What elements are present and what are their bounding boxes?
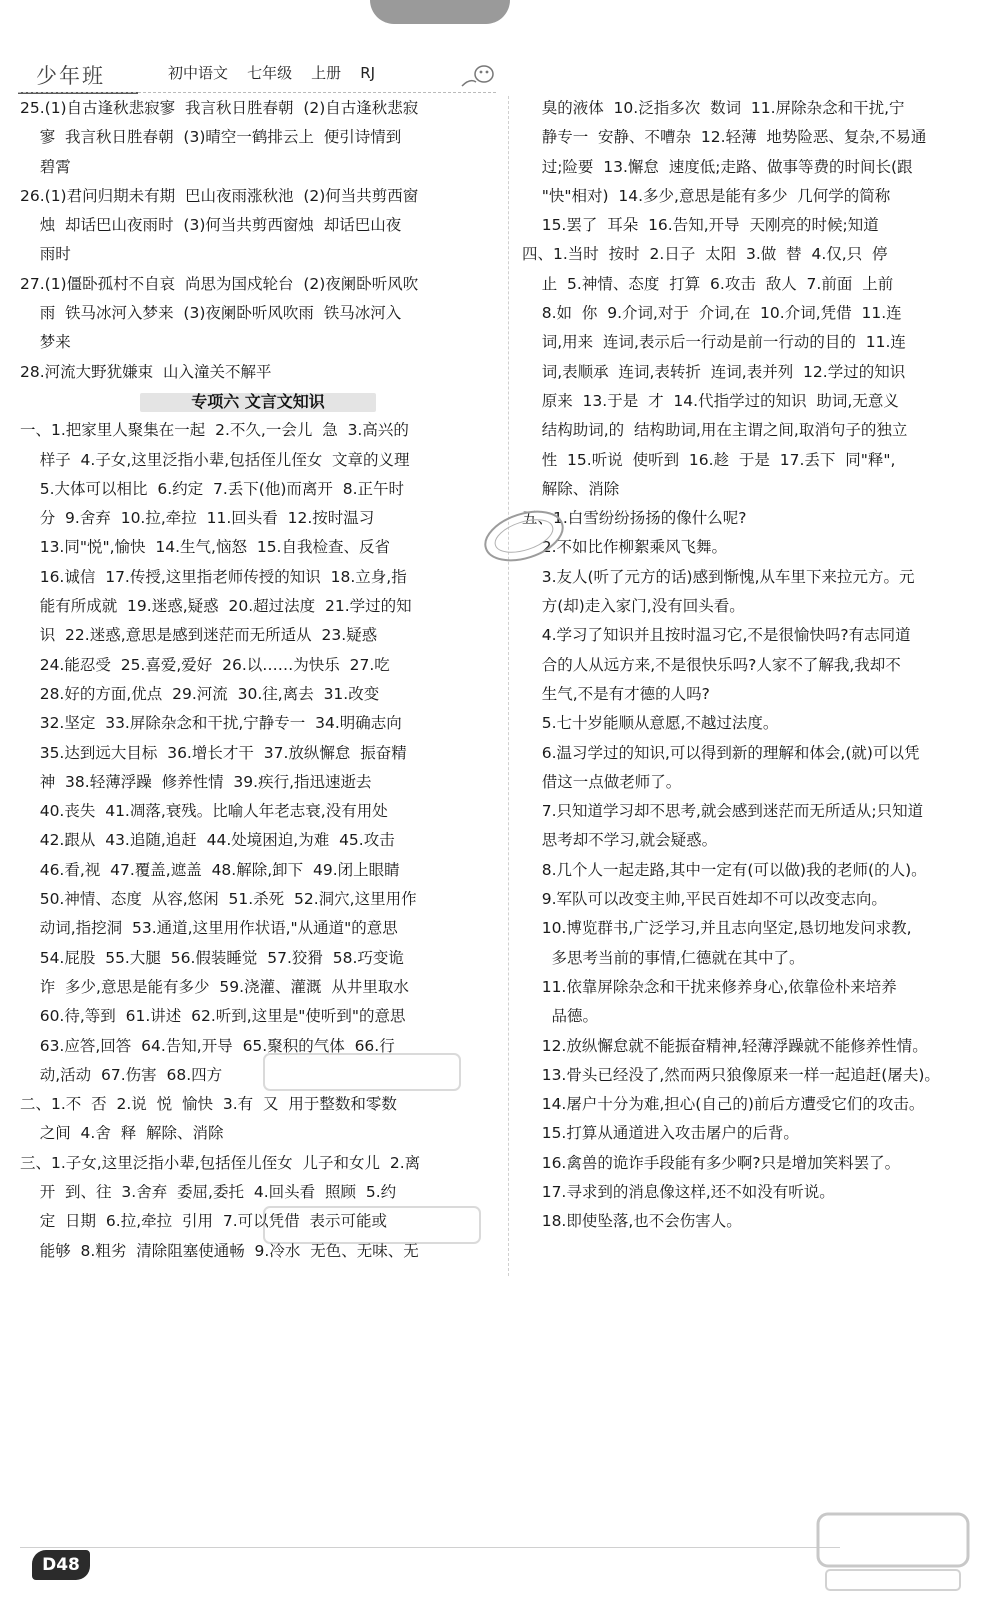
- answer-line: 26.(1)君问归期未有期 巴山夜雨涨秋池 (2)何当共剪西窗: [20, 186, 419, 205]
- answer-line: 性 15.听说 使听到 16.趁 于是 17.丢下 同"释",: [522, 450, 896, 469]
- answer-line: 13.骨头已经没了,然而两只狼像原来一样一起追赶(屠夫)。: [522, 1065, 940, 1084]
- answer-line: 11.依靠屏除杂念和干扰来修养身心,依靠俭朴来培养: [522, 977, 897, 996]
- answer-line: 50.神情、态度 从容,悠闲 51.杀死 52.洞穴,这里用作: [20, 890, 417, 909]
- answer-line: 16.禽兽的诡诈手段能有多少啊?只是增加笑料罢了。: [522, 1153, 901, 1172]
- answer-line: 三、1.子女,这里泛指小辈,包括侄儿侄女 儿子和女儿 2.离: [20, 1153, 421, 1172]
- answer-line: 识 22.迷惑,意思是感到迷茫而无所适从 23.疑惑: [20, 626, 378, 645]
- answer-line: 46.看,视 47.覆盖,遮盖 48.解除,卸下 49.闭上眼睛: [20, 860, 400, 879]
- pencil-doodle-icon: [458, 60, 498, 90]
- answer-line: 28.河流大野犹嫌束 山入潼关不解平: [20, 362, 272, 381]
- answer-line: 原来 13.于是 才 14.代指学过的知识 助词,无意义: [522, 391, 899, 410]
- answer-line: 烛 却话巴山夜雨时 (3)何当共剪西窗烛 却话巴山夜: [20, 216, 402, 235]
- answer-line: 定 日期 6.拉,牵拉 引用 7.可以凭借 表示可能或: [20, 1212, 387, 1231]
- answer-line: 词,用来 连词,表示后一行动是前一行动的目的 11.连: [522, 333, 906, 352]
- answer-line: 54.屁股 55.大腿 56.假装睡觉 57.狡猾 58.巧变诡: [20, 948, 404, 967]
- brand-logo: 少年班: [36, 64, 105, 88]
- answer-line: 一、1.把家里人聚集在一起 2.不久,一会儿 急 3.高兴的: [20, 421, 409, 440]
- answer-line: 15.罢了 耳朵 16.告知,开导 天刚亮的时候;知道: [522, 216, 879, 235]
- answer-line: 24.能忍受 25.喜爱,爱好 26.以……为快乐 27.吃: [20, 655, 390, 674]
- answer-line: 5.七十岁能顺从意愿,不越过法度。: [522, 714, 779, 733]
- answer-line: 10.博览群书,广泛学习,并且志向坚定,恳切地发问求教,: [522, 919, 912, 938]
- answer-line: 方(却)走入家门,没有回头看。: [522, 597, 745, 616]
- answer-line: 15.打算从通道进入攻击屠户的后背。: [522, 1124, 799, 1143]
- answer-line: 动,活动 67.伤害 68.四方: [20, 1065, 223, 1084]
- answer-line: 思考却不学习,就会疑惑。: [522, 831, 718, 850]
- answer-line: 14.屠户十分为难,担心(自己的)前后方遭受它们的攻击。: [522, 1095, 925, 1114]
- answer-line: 分 9.舍弃 10.拉,牵拉 11.回头看 12.按时温习: [20, 509, 375, 528]
- site-logo-icon: [812, 1508, 982, 1596]
- answer-line: 四、1.当时 按时 2.日子 太阳 3.做 替 4.仅,只 停: [522, 245, 888, 264]
- answer-line: 32.坚定 33.屏除杂念和干扰,宁静专一 34.明确志向: [20, 714, 402, 733]
- answer-line: 28.好的方面,优点 29.河流 30.往,离去 31.改变: [20, 684, 380, 703]
- answer-line: 二、1.不 否 2.说 悦 愉快 3.有 又 用于整数和零数: [20, 1095, 397, 1114]
- answer-line: 8.几个人一起走路,其中一定有(可以做)我的老师(的人)。: [522, 860, 927, 879]
- answer-line: 63.应答,回答 64.告知,开导 65.聚积的气体 66.行: [20, 1036, 395, 1055]
- answer-line: 5.大体可以相比 6.约定 7.丢下(他)而离开 8.正午时: [20, 479, 405, 498]
- answer-line: 神 38.轻薄浮躁 修养性情 39.疾行,指迅速逝去: [20, 772, 372, 791]
- answer-line: 3.友人(听了元方的话)感到惭愧,从车里下来拉元方。元: [522, 567, 915, 586]
- header-divider: [18, 92, 496, 93]
- watermark-icon: [262, 1050, 462, 1103]
- answer-line: 9.军队可以改变主帅,平民百姓却不可以改变志向。: [522, 890, 887, 909]
- book-info: 初中语文 七年级 上册 RJ: [168, 64, 376, 82]
- answer-line: 过;险要 13.懈怠 速度低;走路、做事等费的时间长(跟: [522, 157, 913, 176]
- answer-line: 臭的液体 10.泛指多次 数词 11.屏除杂念和干扰,宁: [522, 99, 905, 117]
- answer-line: 多思考当前的事情,仁德就在其中了。: [522, 948, 805, 967]
- answer-line: 雨时: [20, 245, 71, 264]
- answer-line: 止 5.神情、态度 打算 6.攻击 敌人 7.前面 上前: [522, 274, 894, 293]
- answer-line: 雨 铁马冰河入梦来 (3)夜阑卧听风吹雨 铁马冰河入: [20, 304, 402, 323]
- answer-line: 合的人从远方来,不是很快乐吗?人家不了解我,我却不: [522, 655, 901, 674]
- answer-line: 18.即使坠落,也不会伤害人。: [522, 1212, 742, 1231]
- answer-line: 五、1.白雪纷纷扬扬的像什么呢?: [522, 509, 747, 528]
- answer-line: 27.(1)僵卧孤村不自哀 尚思为国戍轮台 (2)夜阑卧听风吹: [20, 274, 419, 293]
- answer-line: 解除、消除: [522, 479, 620, 498]
- answer-line: 40.丧失 41.凋落,衰残。比喻人年老志衰,没有用处: [20, 802, 388, 821]
- answer-line: "快"相对) 14.多少,意思是能有多少 几何学的简称: [522, 186, 891, 205]
- footer-divider: [20, 1547, 840, 1548]
- answer-line: 诈 多少,意思是能有多少 59.浇灌、灌溉 从井里取水: [20, 977, 409, 996]
- answer-line: 35.达到远大目标 36.增长才干 37.放纵懈怠 振奋精: [20, 743, 407, 762]
- answer-line: 静专一 安静、不嘈杂 12.轻薄 地势险恶、复杂,不易通: [522, 128, 927, 147]
- answer-line: 17.寻求到的消息像这样,还不如没有听说。: [522, 1182, 835, 1201]
- answer-line: 动词,指挖洞 53.通道,这里用作状语,"从通道"的意思: [20, 919, 398, 938]
- answer-line: 寥 我言秋日胜春朝 (3)晴空一鹤排云上 便引诗情到: [20, 128, 402, 147]
- answer-line: 生气,不是有才德的人吗?: [522, 684, 710, 703]
- answer-line: 13.同"悦",愉快 14.生气,恼怒 15.自我检查、反省: [20, 538, 390, 557]
- answer-line: 词,表顺承 连词,表转折 连词,表并列 12.学过的知识: [522, 362, 906, 381]
- watermark-icon: [262, 1203, 482, 1256]
- answer-line: 2.不如比作柳絮乘风飞舞。: [522, 538, 727, 557]
- answer-line: 开 到、往 3.舍弃 委屈,委托 4.回头看 照顾 5.约: [20, 1182, 397, 1201]
- section-title: 专项六 文言文知识: [20, 387, 496, 416]
- header-tab-decoration: [370, 0, 510, 24]
- answer-line: 7.只知道学习却不思考,就会感到迷茫而无所适从;只知道: [522, 802, 924, 821]
- answer-line: 之间 4.舍 释 解除、消除: [20, 1124, 224, 1143]
- answer-line: 结构助词,的 结构助词,用在主谓之间,取消句子的独立: [522, 421, 908, 440]
- stamp-icon: [478, 508, 570, 564]
- answer-line: 品德。: [522, 1007, 599, 1026]
- answer-line: 梦来: [20, 333, 71, 352]
- answer-line: 16.诚信 17.传授,这里指老师传授的知识 18.立身,指: [20, 567, 407, 586]
- answer-line: 能够 8.粗劣 清除阻塞使通畅 9.冷水 无色、无味、无: [20, 1241, 419, 1260]
- right-column: [522, 94, 962, 1237]
- column-divider: [508, 96, 509, 1276]
- answer-line: 碧霄: [20, 157, 71, 176]
- answer-line: 能有所成就 19.迷惑,疑惑 20.超过法度 21.学过的知: [20, 597, 412, 616]
- answer-line: 4.学习了知识并且按时温习它,不是很愉快吗?有志同道: [522, 626, 911, 645]
- answer-line: 60.待,等到 61.讲述 62.听到,这里是"使听到"的意思: [20, 1007, 406, 1026]
- answer-line: 8.如 你 9.介词,对于 介词,在 10.介词,凭借 11.连: [522, 304, 902, 323]
- answer-line: 样子 4.子女,这里泛指小辈,包括侄儿侄女 文章的义理: [20, 450, 410, 469]
- answer-line: 6.温习学过的知识,可以得到新的理解和体会,(就)可以凭: [522, 743, 920, 762]
- answer-line: 12.放纵懈怠就不能振奋精神,轻薄浮躁就不能修养性情。: [522, 1036, 928, 1055]
- answer-line: 借这一点做老师了。: [522, 772, 682, 791]
- answer-line: 42.跟从 43.追随,追赶 44.处境困迫,为难 45.攻击: [20, 831, 395, 850]
- page-number-badge: D48: [32, 1550, 90, 1580]
- answer-line: 25.(1)自古逢秋悲寂寥 我言秋日胜春朝 (2)自古逢秋悲寂: [20, 99, 419, 117]
